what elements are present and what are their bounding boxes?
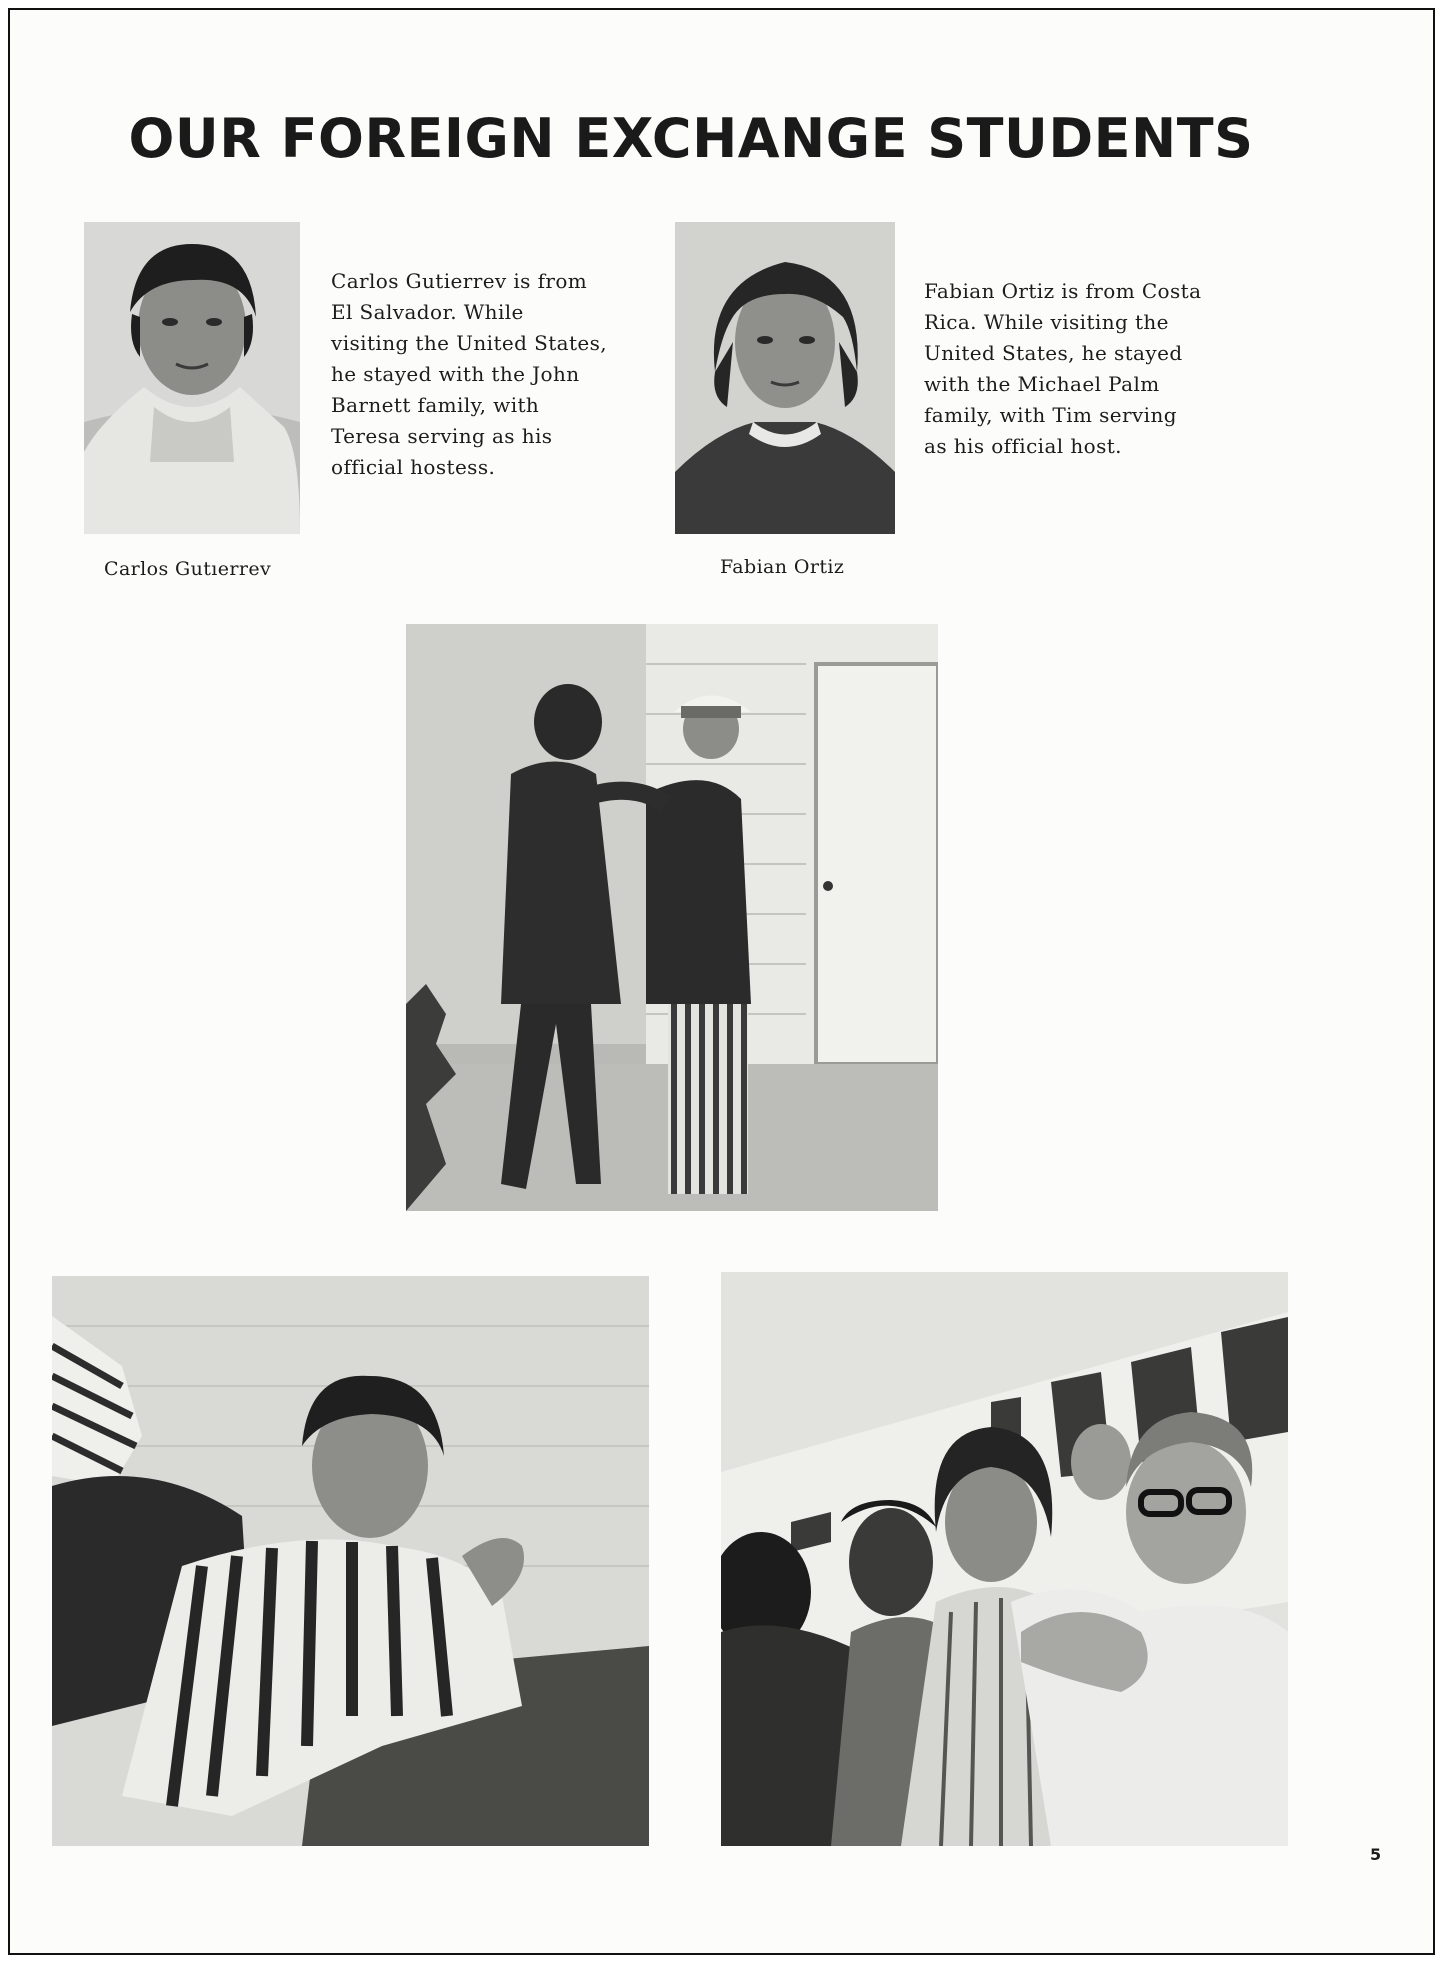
- description-line: visiting the United States,: [331, 331, 608, 355]
- student-talking-photo: [52, 1276, 649, 1846]
- photo-caption-fabian: Fabian Ortiz: [720, 556, 845, 578]
- student-description-fabian: [924, 276, 1201, 462]
- portrait-photo-carlos: [84, 222, 300, 534]
- description-line: official hostess.: [331, 455, 496, 479]
- description-line: United States, he stayed: [924, 341, 1183, 365]
- page-number: 5: [1370, 1845, 1382, 1864]
- description-line: Barnett family, with: [331, 393, 540, 417]
- audience-photo: [721, 1272, 1288, 1846]
- description-line: Teresa serving as his: [331, 424, 553, 448]
- photo-caption-carlos: Carlos Gutıerrev: [104, 558, 272, 580]
- portrait-photo-fabian: [675, 222, 895, 534]
- page-title: OUR FOREIGN EXCHANGE STUDENTS: [128, 107, 1254, 170]
- description-line: El Salvador. While: [331, 300, 524, 324]
- student-description-carlos: [331, 266, 607, 483]
- description-line: Fabian Ortiz is from Costa: [924, 279, 1202, 303]
- yearbook-page: [8, 8, 1435, 1955]
- description-line: family, with Tim serving: [924, 403, 1177, 427]
- description-line: Rica. While visiting the: [924, 310, 1169, 334]
- description-line: as his official host.: [924, 434, 1122, 458]
- greeting-photo: [406, 624, 938, 1211]
- description-line: he stayed with the John: [331, 362, 580, 386]
- description-line: Carlos Gutierrev is from: [331, 269, 588, 293]
- description-line: with the Michael Palm: [924, 372, 1160, 396]
